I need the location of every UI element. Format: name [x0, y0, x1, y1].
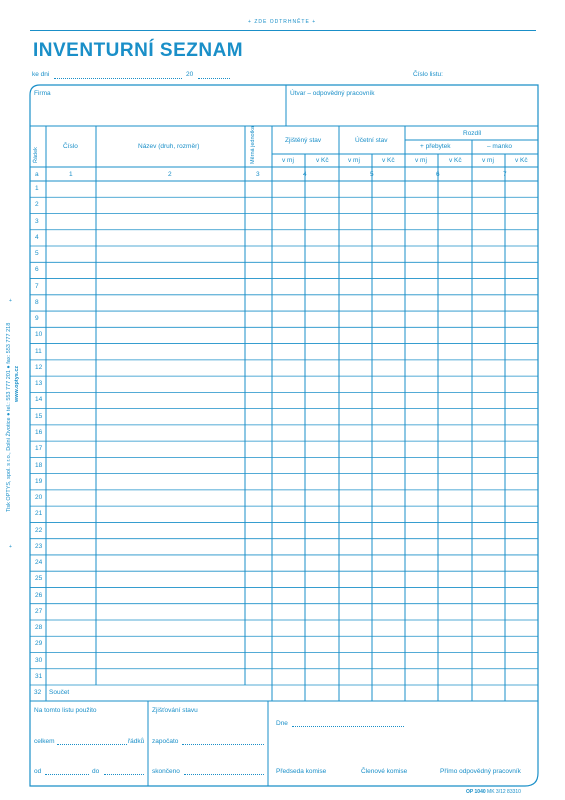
row-number: 29 — [35, 640, 43, 648]
dne-field[interactable] — [292, 726, 404, 727]
od-field[interactable] — [45, 774, 89, 775]
row-number: 16 — [35, 429, 43, 436]
row-number: 10 — [35, 331, 43, 339]
skonceno-label: skončeno — [152, 768, 180, 775]
row-number: 11 — [35, 347, 42, 355]
do-field[interactable] — [104, 774, 144, 775]
punch-mark-top: + — [9, 298, 13, 304]
sum-label: Součet — [49, 689, 70, 696]
ke-dni-label: ke dni — [32, 71, 50, 78]
od-label: od — [34, 768, 42, 775]
col-nazev: Název (druh, rozměr) — [138, 143, 200, 150]
row-number: 6 — [35, 266, 39, 274]
col-mj: Měrná jednotka — [250, 126, 256, 164]
row-number: 15 — [35, 412, 43, 420]
row-number: 12 — [35, 363, 43, 371]
na-tomto-listu: Na tomto listu použito — [34, 707, 97, 714]
sub-vmj-3: v mj — [415, 157, 427, 164]
publisher-text: Tisk OPTYS, spol. s r.o., Dolní Životice ● tel.: 553 777 201 ● fax: 553 777 218 — [6, 322, 12, 512]
index-5: 5 — [370, 171, 374, 178]
index-7: 7 — [503, 171, 507, 178]
page-title: INVENTURNÍ SEZNAM — [33, 40, 244, 61]
index-6: 6 — [436, 171, 440, 178]
row-number: 4 — [35, 233, 39, 241]
col-rozdil: Rozdíl — [463, 130, 482, 137]
scissors-icon-left: + — [248, 19, 252, 25]
sub-vmj-4: v mj — [482, 157, 494, 164]
predseda-label: Předseda komise — [276, 768, 327, 775]
row-number: 27 — [35, 607, 43, 615]
sub-vmj-2: v mj — [348, 157, 360, 164]
row-number: 25 — [35, 575, 43, 583]
sub-vmj-1: v mj — [282, 157, 294, 164]
col-cislo: Číslo — [63, 143, 78, 150]
row-number: 21 — [35, 510, 43, 518]
col-radek: Řádek — [33, 147, 39, 163]
skonceno-field[interactable] — [184, 774, 264, 775]
dne-label: Dne — [276, 720, 288, 727]
row-number: 7 — [35, 282, 39, 290]
sub-vkc-4: v Kč — [515, 157, 528, 164]
form-code: OP 1040 MK 3/12 83310 — [466, 789, 521, 795]
firma-label: Firma — [34, 90, 51, 97]
zapocato-field[interactable] — [182, 744, 264, 745]
row-number: 17 — [35, 445, 43, 453]
cislo-listu-label: Číslo listu: — [413, 71, 443, 78]
celkem-field[interactable] — [57, 744, 127, 745]
row-number: 24 — [35, 559, 43, 567]
row-number: 3 — [35, 217, 39, 225]
row-number: 14 — [35, 396, 43, 404]
index-4: 4 — [303, 171, 307, 178]
sub-vkc-3: v Kč — [449, 157, 462, 164]
sum-row-num: 32 — [34, 689, 42, 696]
row-number: 19 — [35, 477, 43, 485]
row-number: 31 — [35, 672, 43, 680]
row-number: 9 — [35, 315, 39, 323]
zjistovani-stavu: Zjišťování stavu — [152, 707, 198, 714]
row-number: 13 — [35, 380, 43, 388]
row-number: 2 — [35, 201, 39, 209]
row-number: 5 — [35, 250, 39, 258]
clenove-label: Členové komise — [361, 768, 408, 775]
row-number: 28 — [35, 624, 43, 632]
index-2: 2 — [168, 171, 172, 178]
col-ucetni: Účetní stav — [355, 137, 388, 144]
sub-vkc-1: v Kč — [316, 157, 329, 164]
row-number: 26 — [35, 591, 43, 599]
do-label: do — [92, 768, 100, 775]
punch-mark-bottom: + — [9, 544, 13, 550]
primo-label: Přímo odpovědný pracovník — [440, 768, 521, 775]
row-number: 30 — [35, 656, 43, 664]
celkem-label: celkem — [34, 738, 55, 745]
index-a: a — [35, 171, 39, 178]
cut-hint: + ZDE ODTRHNĚTE + — [248, 19, 317, 25]
scissors-icon-right: + — [312, 19, 317, 25]
row-number: 23 — [35, 542, 43, 550]
radku-label: řádků — [128, 738, 145, 745]
zapocato-label: započato — [152, 738, 179, 745]
index-1: 1 — [69, 171, 73, 178]
col-manko: – manko — [487, 143, 512, 150]
row-number: 20 — [35, 494, 43, 502]
sub-vkc-2: v Kč — [382, 157, 395, 164]
year-prefix: 20 — [186, 71, 194, 78]
col-zjisteny: Zjištěný stav — [285, 137, 322, 144]
utvar-label: Útvar – odpovědný pracovník — [290, 90, 375, 97]
index-3: 3 — [256, 171, 260, 178]
web-text: www.optys.cz — [14, 365, 20, 402]
row-number: 18 — [35, 461, 43, 469]
col-prebytek: + přebytek — [420, 143, 451, 150]
row-number: 1 — [35, 185, 39, 193]
row-number: 22 — [35, 526, 43, 534]
row-number: 8 — [35, 298, 39, 306]
